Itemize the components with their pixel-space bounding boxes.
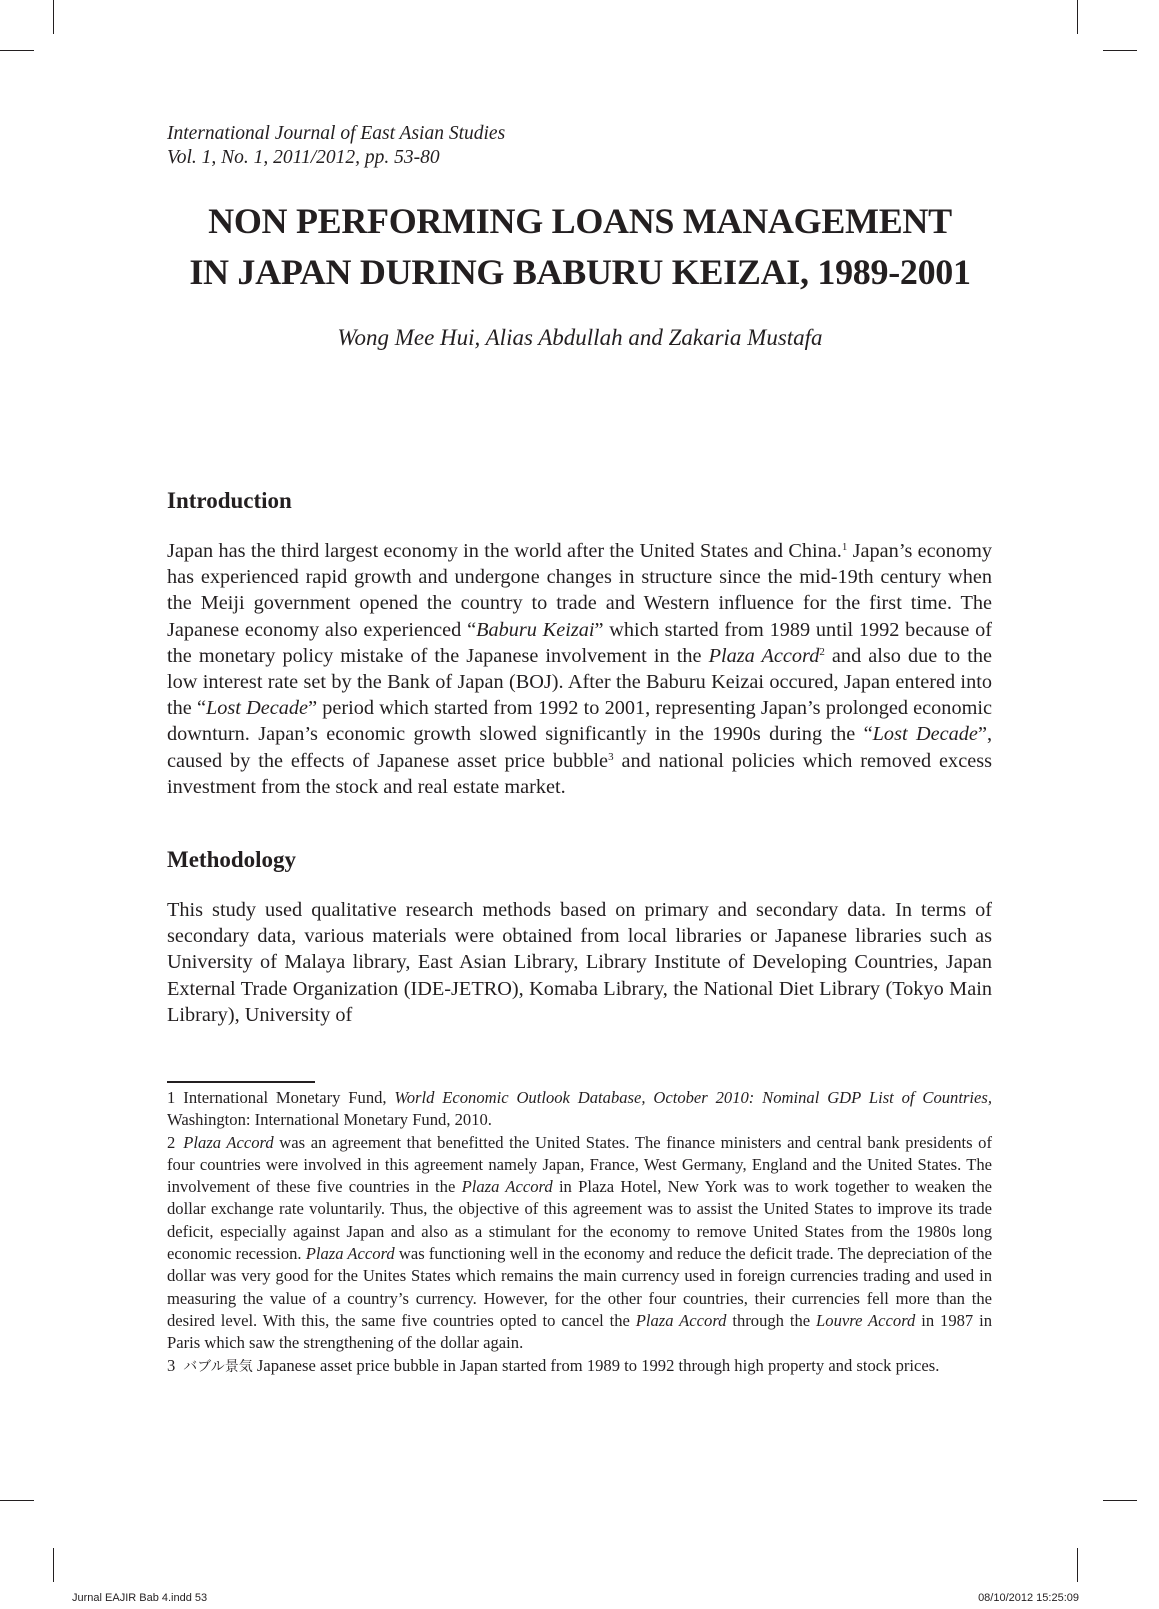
crop-mark	[1077, 0, 1078, 34]
crop-mark	[1103, 50, 1137, 51]
text-run: ” which started from 1989 until 1992 because of the monetary policy mistake of the Japanese involvement in the	[167, 618, 993, 667]
slug-datetime: 08/10/2012 15:25:09	[978, 1592, 1079, 1604]
footnote-number: 3	[167, 1355, 176, 1375]
text-run: Japan’s economy has experienced rapid growth and undergone changes in structure since the mid-19th century when the Meiji government opened the country to trade and Western influence for the first time. The Japanese economy also experienced “	[167, 540, 992, 641]
footnotes	[167, 1087, 992, 1379]
italic-term: Plaza Accord	[708, 644, 820, 667]
title-line-2: IN JAPAN DURING BABURU KEIZAI, 1989-2001	[189, 252, 971, 292]
text-run: and national policies which removed excess investment from the stock and real estate market.	[167, 749, 992, 798]
text-run: Japanese asset price bubble in Japan started from 1989 to 1992 through high property and stock prices.	[252, 1355, 940, 1375]
text-run: Washington: International Monetary Fund, 2010.	[167, 1110, 492, 1130]
title-line-1: NON PERFORMING LOANS MANAGEMENT	[208, 201, 952, 241]
crop-mark	[1077, 1548, 1078, 1582]
footnote-number: 2	[167, 1132, 176, 1152]
text-run: ” period which started from 1992 to 2001, representing Japan’s prolonged economic downturn. Japan’s economic growth slowed significantly in the 1990s during the “	[167, 697, 993, 746]
crop-mark	[1103, 1500, 1137, 1501]
footnote-1	[167, 1087, 992, 1132]
italic-term: Lost Decade	[872, 723, 978, 746]
text-run: was functioning well in the economy and reduce the deficit trade. The depreciation of the dollar was very good for the Unites States which remains the main currency used in foreign currencies trading and used in measuring the value of a country’s currency. However, for the other four countries, their currencies fell more than the desired level. With this, the same five countries opted to cancel the	[167, 1244, 992, 1330]
text-run: was an agreement that benefitted the United States. The finance ministers and central bank presidents of four countries were involved in this agreement namely Japan, France, West Germany, England and the United States. The involvement of these five countries in the	[167, 1132, 992, 1197]
text-run: through the	[726, 1310, 817, 1330]
italic-term: Louvre Accord	[816, 1310, 916, 1330]
paper-title	[150, 196, 1010, 298]
italic-term: Baburu Keizai	[476, 618, 595, 641]
journal-issue: Vol. 1, No. 1, 2011/2012, pp. 53-80	[167, 147, 440, 168]
text-run: Japan has the third largest economy in the world after the United States and China.	[167, 540, 842, 562]
text-run: in Plaza Hotel, New York was to work together to weaken the dollar exchange rate voluntarily. Thus, the objective of this agreement was to assist the United States to improve its trade deficit, especially against Japan and also as a stimulant for the economy to remove United States from the 1980s long economic recession.	[167, 1177, 992, 1264]
text-run: and also due to the low interest rate set by the Bank of Japan (BOJ). After the Baburu Keizai occured, Japan entered into the “	[167, 644, 993, 720]
footnote-3	[167, 1355, 992, 1379]
text-run: International Monetary Fund,	[183, 1088, 395, 1107]
crop-mark	[0, 50, 34, 51]
text-run: ”, caused by the effects of Japanese asset price bubble	[167, 723, 993, 772]
introduction-heading: Introduction	[167, 488, 292, 513]
methodology-paragraph: This study used qualitative research methods based on primary and secondary data. In terms of secondary data, various materials were obtained from local libraries or Japanese libraries such as University of Malaya library, East Asian Library, Library Institute of Developing Countries, Japan External Trade Organization (IDE-JETRO), Komaba Library, the National Diet Library (Tokyo Main Library), University of	[167, 899, 992, 1026]
italic-term: Plaza Accord	[305, 1244, 395, 1264]
italic-term: Plaza Accord	[635, 1310, 727, 1330]
footnote-separator	[167, 1081, 315, 1083]
crop-mark	[53, 0, 54, 34]
footnote-number: 1	[167, 1088, 176, 1107]
italic-term: Lost Decade	[205, 697, 309, 720]
italic-term: World Economic Outlook Database, October 2010: Nominal GDP List of Countries,	[394, 1088, 992, 1107]
italic-term: Plaza Accord	[183, 1132, 274, 1152]
footnote-ref: 3	[608, 750, 614, 763]
japanese-term: バブル景気	[183, 1359, 253, 1375]
footnote-ref: 1	[841, 541, 848, 553]
methodology-heading: Methodology	[167, 847, 297, 872]
slug-filename: Jurnal EAJIR Bab 4.indd 53	[72, 1592, 208, 1604]
footnote-2	[167, 1132, 992, 1355]
crop-mark	[53, 1548, 54, 1582]
journal-citation	[167, 122, 505, 170]
journal-name: International Journal of East Asian Studies	[167, 123, 506, 144]
introduction-paragraph	[167, 538, 992, 800]
text-run: in 1987 in Paris which saw the strengthening of the dollar again.	[167, 1310, 993, 1353]
italic-term: Plaza Accord	[461, 1177, 553, 1197]
authors: Wong Mee Hui, Alias Abdullah and Zakaria Mustafa	[337, 325, 823, 350]
footnote-ref: 2	[819, 645, 825, 658]
crop-mark	[0, 1500, 34, 1501]
